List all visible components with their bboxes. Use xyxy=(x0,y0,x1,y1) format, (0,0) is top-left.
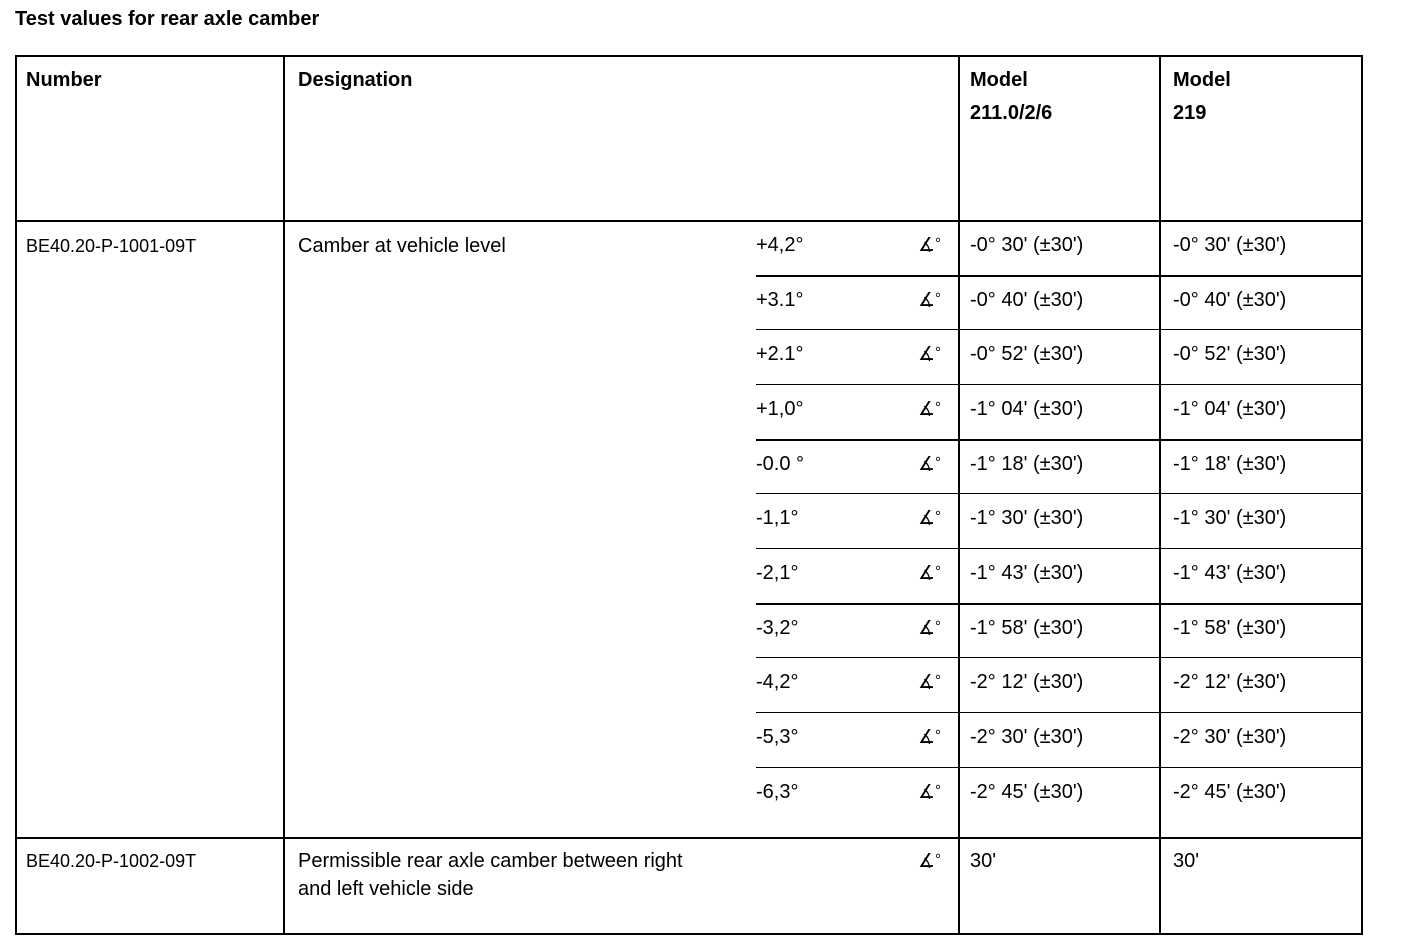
col-divider-model xyxy=(1159,57,1161,933)
model-1-value: -1° 43' (±30') xyxy=(970,562,1084,584)
model-2-value: -1° 18' (±30') xyxy=(1173,453,1287,475)
subrow-divider xyxy=(756,439,1361,441)
angle-icon: ∡° xyxy=(918,672,942,693)
header-number: Number xyxy=(26,69,102,91)
camber-level: -1,1° xyxy=(756,507,799,529)
camber-table xyxy=(15,55,1363,935)
model-1-value: -2° 30' (±30') xyxy=(970,726,1084,748)
row-1-designation: Camber at vehicle level xyxy=(298,235,506,257)
col-divider-number xyxy=(283,57,285,933)
model-1-value: -0° 40' (±30') xyxy=(970,289,1084,311)
model-2-value: -1° 43' (±30') xyxy=(1173,562,1287,584)
angle-icon: ∡° xyxy=(918,344,942,365)
angle-icon: ∡° xyxy=(918,399,942,420)
angle-icon: ∡° xyxy=(918,454,942,475)
model-2-value: -1° 58' (±30') xyxy=(1173,617,1287,639)
model-2-value: -0° 40' (±30') xyxy=(1173,289,1287,311)
subrow-divider xyxy=(756,493,1361,494)
model-2-value: -0° 52' (±30') xyxy=(1173,343,1287,365)
subrow-divider xyxy=(756,712,1361,713)
angle-icon: ∡° xyxy=(918,508,942,529)
row-2-model-1: 30' xyxy=(970,850,997,872)
model-1-value: -2° 12' (±30') xyxy=(970,671,1084,693)
camber-level: -3,2° xyxy=(756,617,799,639)
row-2-designation-line-2: and left vehicle side xyxy=(298,878,474,900)
subrow-divider xyxy=(756,329,1361,330)
row-divider xyxy=(17,837,1361,839)
model-2-value: -1° 30' (±30') xyxy=(1173,507,1287,529)
model-1-value: -2° 45' (±30') xyxy=(970,781,1084,803)
model-1-value: -0° 30' (±30') xyxy=(970,234,1084,256)
model-1-value: -1° 30' (±30') xyxy=(970,507,1084,529)
header-model-1-line-1: Model xyxy=(970,69,1028,91)
page-title: Test values for rear axle camber xyxy=(15,8,320,30)
model-2-value: -2° 45' (±30') xyxy=(1173,781,1287,803)
model-1-value: -0° 52' (±30') xyxy=(970,343,1084,365)
angle-icon: ∡° xyxy=(918,563,942,584)
row-2-designation-line-1: Permissible rear axle camber between right xyxy=(298,850,683,872)
camber-level: +4,2° xyxy=(756,234,804,256)
subrow-divider xyxy=(756,603,1361,605)
camber-level: +3.1° xyxy=(756,289,804,311)
angle-icon: ∡° xyxy=(918,851,942,872)
header-designation: Designation xyxy=(298,69,413,91)
camber-level: +1,0° xyxy=(756,398,804,420)
header-model-2-line-1: Model xyxy=(1173,69,1231,91)
model-1-value: -1° 04' (±30') xyxy=(970,398,1084,420)
angle-icon: ∡° xyxy=(918,782,942,803)
subrow-divider xyxy=(756,657,1361,658)
row-2-number: BE40.20-P-1002-09T xyxy=(26,851,197,871)
subrow-divider xyxy=(756,548,1361,549)
row-2-model-2: 30' xyxy=(1173,850,1200,872)
header-model-2-line-2: 219 xyxy=(1173,102,1207,124)
header-model-1-line-2: 211.0/2/6 xyxy=(970,102,1053,124)
model-2-value: -1° 04' (±30') xyxy=(1173,398,1287,420)
subrow-divider xyxy=(756,767,1361,768)
model-2-value: -2° 12' (±30') xyxy=(1173,671,1287,693)
camber-level: -0.0 ° xyxy=(756,453,805,475)
subrow-divider xyxy=(756,384,1361,385)
subrow-divider xyxy=(756,275,1361,277)
camber-level: +2.1° xyxy=(756,343,804,365)
camber-level: -5,3° xyxy=(756,726,799,748)
camber-level: -2,1° xyxy=(756,562,799,584)
camber-level: -4,2° xyxy=(756,671,799,693)
camber-level: -6,3° xyxy=(756,781,799,803)
header-divider xyxy=(17,220,1361,222)
angle-icon: ∡° xyxy=(918,235,942,256)
angle-icon: ∡° xyxy=(918,727,942,748)
model-1-value: -1° 58' (±30') xyxy=(970,617,1084,639)
row-1-number: BE40.20-P-1001-09T xyxy=(26,236,197,256)
angle-icon: ∡° xyxy=(918,290,942,311)
model-2-value: -0° 30' (±30') xyxy=(1173,234,1287,256)
angle-icon: ∡° xyxy=(918,618,942,639)
model-1-value: -1° 18' (±30') xyxy=(970,453,1084,475)
model-2-value: -2° 30' (±30') xyxy=(1173,726,1287,748)
col-divider-designation xyxy=(958,57,960,933)
